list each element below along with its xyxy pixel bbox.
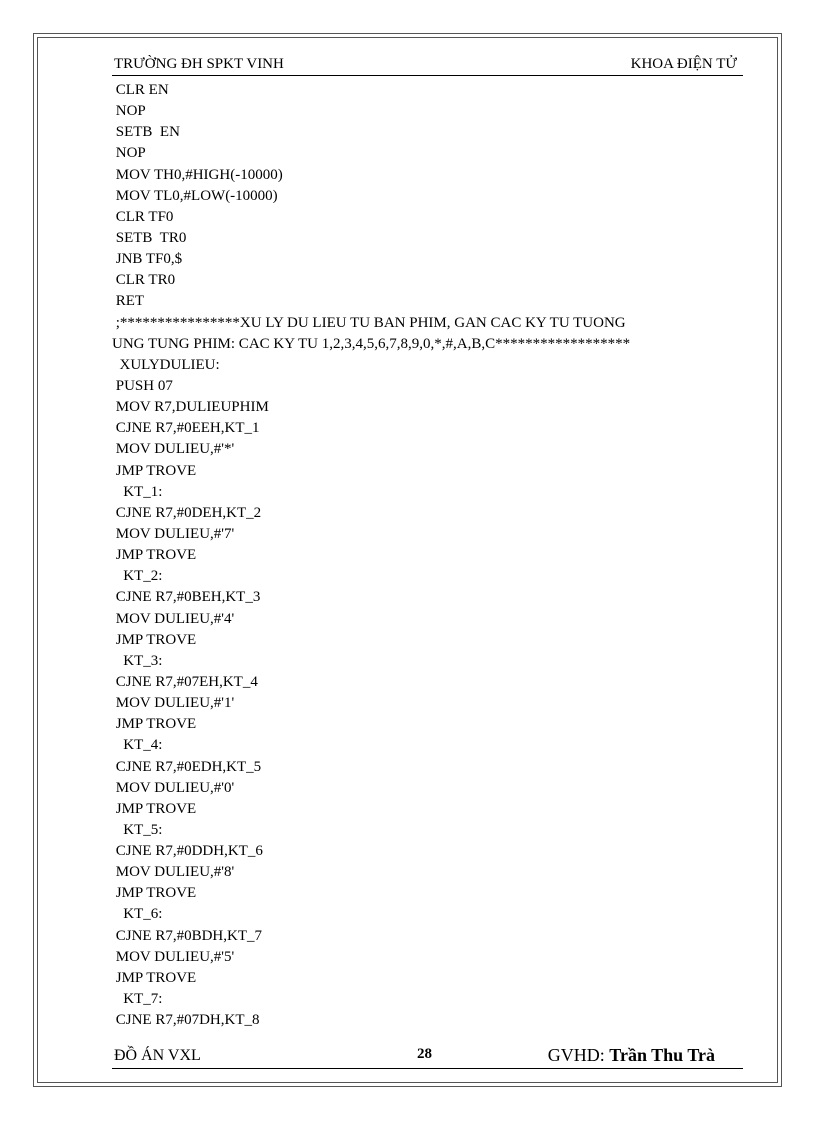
- code-line: CLR EN: [112, 82, 169, 98]
- code-line: CJNE R7,#0BDH,KT_7: [112, 927, 263, 944]
- page-footer: [112, 1043, 743, 1069]
- header-school: TRƯỜNG ĐH SPKT VINH: [114, 56, 284, 72]
- code-line: CJNE R7,#07EH,KT_4: [112, 673, 258, 690]
- code-line: MOV DULIEU,#'7': [112, 525, 235, 542]
- header-faculty: KHOA ĐIỆN TỬ: [630, 56, 737, 72]
- code-line: CLR TR0: [112, 272, 176, 289]
- code-line: CJNE R7,#0EDH,KT_5: [112, 758, 262, 775]
- advisor-name: Trần Thu Trà: [609, 1045, 715, 1065]
- code-line: KT_6:: [112, 906, 163, 923]
- code-line: MOV DULIEU,#'*': [112, 441, 235, 458]
- code-line: KT_4:: [112, 737, 163, 754]
- code-line: CLR TF0: [112, 208, 174, 225]
- code-line: CJNE R7,#0DDH,KT_6: [112, 843, 263, 860]
- code-line: XULYDULIEU:: [112, 356, 220, 373]
- code-line: MOV DULIEU,#'8': [112, 864, 235, 881]
- code-line: JMP TROVE: [112, 716, 197, 733]
- code-line: CJNE R7,#0EEH,KT_1: [112, 420, 260, 437]
- code-line: KT_2:: [112, 568, 163, 585]
- code-line: UNG TUNG PHIM: CAC KY TU 1,2,3,4,5,6,7,8,9,0,*,#,A,B,C******************: [112, 335, 631, 352]
- code-line: MOV DULIEU,#'4': [112, 610, 235, 627]
- code-line: JMP TROVE: [112, 631, 197, 648]
- code-line: KT_5:: [112, 821, 163, 838]
- code-line: ;****************XU LY DU LIEU TU BAN PHIM, GAN CAC KY TU TUONG: [112, 314, 626, 331]
- code-line: SETB EN: [112, 124, 180, 141]
- code-line: JMP TROVE: [112, 800, 197, 817]
- code-line: KT_1:: [112, 483, 163, 500]
- page-number: 28: [417, 1046, 432, 1062]
- code-line: MOV R7,DULIEUPHIM: [112, 399, 269, 416]
- code-line: NOP: [112, 145, 146, 162]
- footer-project: ĐỒ ÁN VXL: [114, 1047, 201, 1064]
- code-line: JMP TROVE: [112, 969, 197, 986]
- code-line: KT_7:: [112, 991, 163, 1008]
- code-line: MOV DULIEU,#'0': [112, 779, 235, 796]
- code-listing: [112, 80, 752, 1031]
- code-line: JMP TROVE: [112, 462, 197, 479]
- advisor-label: GVHD:: [547, 1045, 610, 1065]
- code-line: NOP: [112, 103, 146, 120]
- code-line: CJNE R7,#07DH,KT_8: [112, 1012, 260, 1029]
- code-line: MOV TH0,#HIGH(-10000): [112, 166, 283, 183]
- footer-advisor: [548, 1045, 715, 1066]
- code-line: MOV TL0,#LOW(-10000): [112, 187, 278, 204]
- code-line: MOV DULIEU,#'5': [112, 948, 235, 965]
- code-line: SETB TR0: [112, 229, 187, 246]
- code-line: MOV DULIEU,#'1': [112, 695, 235, 712]
- code-line: JMP TROVE: [112, 547, 197, 564]
- code-line: JMP TROVE: [112, 885, 197, 902]
- page-header: [112, 52, 743, 76]
- code-line: PUSH 07: [112, 377, 173, 394]
- code-line: JNB TF0,$: [112, 251, 183, 268]
- code-line: CJNE R7,#0DEH,KT_2: [112, 504, 262, 521]
- code-line: KT_3:: [112, 652, 163, 669]
- code-line: CJNE R7,#0BEH,KT_3: [112, 589, 261, 606]
- code-line: RET: [112, 293, 145, 310]
